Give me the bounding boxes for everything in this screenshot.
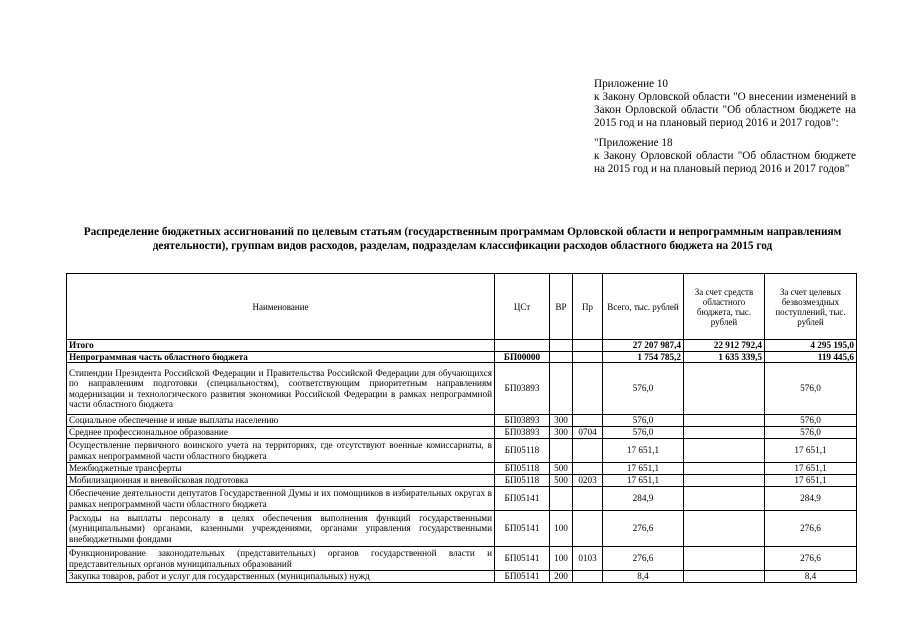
row-total: 17 651,1 (603, 439, 684, 463)
row-total: 27 207 987,4 (603, 340, 684, 352)
row-cst: БП05141 (495, 547, 550, 571)
row-cst: БП03893 (495, 415, 550, 427)
row-total: 1 754 785,2 (603, 351, 684, 363)
row-pr (573, 487, 603, 511)
appendix-block (594, 78, 856, 176)
row-pr (573, 511, 603, 547)
row-cst: БП05141 (495, 511, 550, 547)
row-regional (684, 439, 765, 463)
appendix-original-law-reference: к Закону Орловской области "Об областном бюджете на 2015 год и на плановый период 2016 и 2017 годов" (594, 150, 856, 175)
row-cst: БП05141 (495, 487, 550, 511)
row-name: Непрограммная часть областного бюджета (67, 351, 495, 363)
header-targeted: За счет целевых безвозмездных поступлений, тыс. рублей (765, 274, 857, 340)
row-targeted: 8,4 (765, 571, 857, 583)
table-row (67, 511, 857, 547)
row-total: 17 651,1 (603, 463, 684, 475)
row-cst: БП03893 (495, 363, 550, 415)
row-regional (684, 463, 765, 475)
row-regional (684, 475, 765, 487)
row-regional (684, 571, 765, 583)
row-name: Расходы на выплаты персоналу в целях обеспечения выполнения функций государственными (муниципальными) органами, казенными учреждениями, органами управления государственными внебюджетными фондами (67, 511, 495, 547)
row-name: Обеспечение деятельности депутатов Государственной Думы и их помощников в избирательных округах в рамках непрограммной части областного бюджета (67, 487, 495, 511)
table-row (67, 340, 857, 352)
row-targeted: 276,6 (765, 547, 857, 571)
row-vr: 300 (550, 427, 573, 439)
table-row (67, 439, 857, 463)
table-row (67, 547, 857, 571)
budget-table (66, 273, 857, 583)
row-name: Социальное обеспечение и иные выплаты населению (67, 415, 495, 427)
row-total: 576,0 (603, 415, 684, 427)
row-regional (684, 487, 765, 511)
table-row (67, 415, 857, 427)
header-vr: ВР (550, 274, 573, 340)
row-pr (573, 415, 603, 427)
table-row (67, 475, 857, 487)
row-name: Мобилизационная и вневойсковая подготовка (67, 475, 495, 487)
header-pr: Пр (573, 274, 603, 340)
row-vr (550, 487, 573, 511)
row-name: Закупка товаров, работ и услуг для государственных (муниципальных) нужд (67, 571, 495, 583)
row-pr: 0203 (573, 475, 603, 487)
row-vr: 500 (550, 463, 573, 475)
row-cst: БП05118 (495, 463, 550, 475)
row-vr: 100 (550, 547, 573, 571)
row-vr (550, 439, 573, 463)
row-pr (573, 340, 603, 352)
row-regional (684, 415, 765, 427)
row-name: Стипендии Президента Российской Федерации и Правительства Российской Федерации для обучающихся по направлениям подготовки (специальностям), соответствующим приоритетным направлениям модернизации и технологического развития экономики Российской Федерации в рамках непрограммной части областного бюджета (67, 363, 495, 415)
table-row (67, 351, 857, 363)
row-total: 8,4 (603, 571, 684, 583)
row-regional (684, 427, 765, 439)
row-vr (550, 363, 573, 415)
table-row (67, 487, 857, 511)
row-vr (550, 351, 573, 363)
row-pr: 0103 (573, 547, 603, 571)
table-row (67, 463, 857, 475)
table-row (67, 571, 857, 583)
row-cst: БП05118 (495, 439, 550, 463)
header-cst: ЦСт (495, 274, 550, 340)
row-targeted: 17 651,1 (765, 475, 857, 487)
row-total: 17 651,1 (603, 475, 684, 487)
header-total: Всего, тыс. рублей (603, 274, 684, 340)
row-name: Функционирование законодательных (представительных) органов государственной власти и представительных органов муниципальных образований (67, 547, 495, 571)
row-pr: 0704 (573, 427, 603, 439)
row-regional: 22 912 792,4 (684, 340, 765, 352)
row-pr (573, 571, 603, 583)
row-regional (684, 363, 765, 415)
row-regional (684, 511, 765, 547)
row-targeted: 576,0 (765, 427, 857, 439)
row-name: Осуществление первичного воинского учета на территориях, где отсутствуют военные комиссариаты, в рамках непрограммной части областного бюджета (67, 439, 495, 463)
header-regional: За счет средств областного бюджета, тыс. рублей (684, 274, 765, 340)
row-pr (573, 439, 603, 463)
row-targeted: 4 295 195,0 (765, 340, 857, 352)
row-targeted: 576,0 (765, 415, 857, 427)
row-targeted: 276,6 (765, 511, 857, 547)
row-vr: 500 (550, 475, 573, 487)
row-cst: БП05118 (495, 475, 550, 487)
row-cst: БП00000 (495, 351, 550, 363)
row-vr: 200 (550, 571, 573, 583)
row-total: 276,6 (603, 511, 684, 547)
row-pr (573, 463, 603, 475)
row-total: 284,9 (603, 487, 684, 511)
appendix-law-reference: к Закону Орловской области "О внесении изменений в Закон Орловской области "Об областном бюджете на 2015 год и на плановый период 2016 и 2017 годов": (594, 91, 856, 129)
row-vr (550, 340, 573, 352)
row-cst: БП05141 (495, 571, 550, 583)
row-cst: БП03893 (495, 427, 550, 439)
document-title: Распределение бюджетных ассигнований по целевым статьям (государственным программам Орловской области и непрограммным направлениям деятельности), группам видов расходов, разделам, подразделам классификации расходов областного бюджета на 2015 год (83, 226, 842, 252)
row-name: Межбюджетные трансферты (67, 463, 495, 475)
row-targeted: 17 651,1 (765, 463, 857, 475)
appendix-number: Приложение 10 (594, 78, 669, 90)
table-row (67, 363, 857, 415)
row-targeted: 17 651,1 (765, 439, 857, 463)
row-total: 576,0 (603, 363, 684, 415)
row-regional: 1 635 339,5 (684, 351, 765, 363)
table-row (67, 427, 857, 439)
appendix-original-number: "Приложение 18 (594, 137, 673, 149)
row-targeted: 284,9 (765, 487, 857, 511)
table-header-row (67, 274, 857, 340)
row-regional (684, 547, 765, 571)
row-name: Итого (67, 340, 495, 352)
row-pr (573, 351, 603, 363)
header-name: Наименование (67, 274, 495, 340)
row-vr: 300 (550, 415, 573, 427)
row-vr: 100 (550, 511, 573, 547)
row-total: 576,0 (603, 427, 684, 439)
row-pr (573, 363, 603, 415)
row-targeted: 119 445,6 (765, 351, 857, 363)
row-cst (495, 340, 550, 352)
row-name: Среднее профессиональное образование (67, 427, 495, 439)
row-total: 276,6 (603, 547, 684, 571)
row-targeted: 576,0 (765, 363, 857, 415)
